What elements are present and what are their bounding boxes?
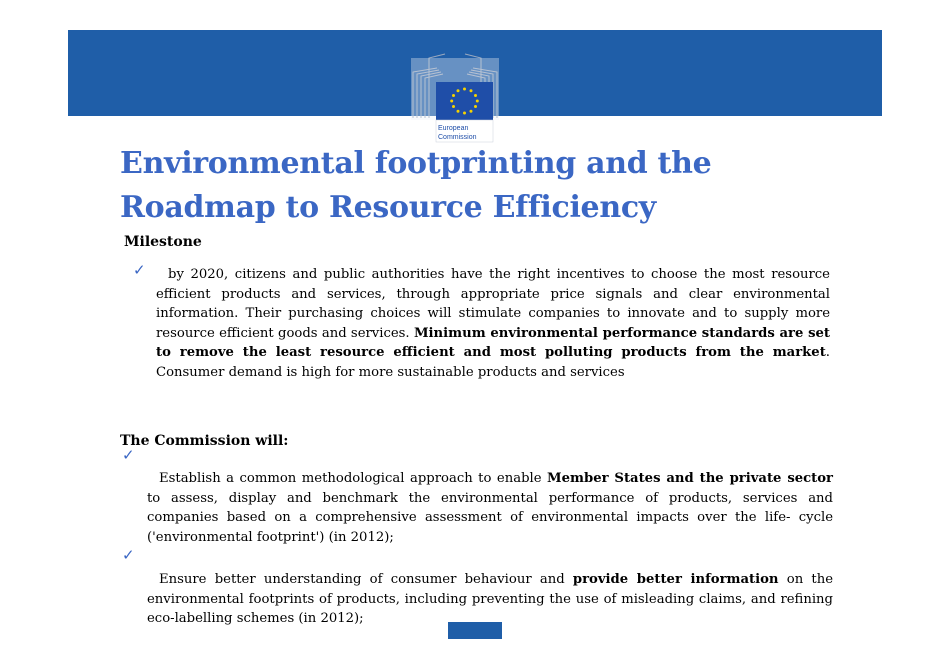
commission-item-2	[147, 570, 833, 629]
checkmark-icon: ✓	[122, 446, 135, 464]
item2-text-a: Ensure better understanding of consumer behaviour and	[159, 572, 565, 587]
item2-text-b: on the environmental footprints of products, including preventing the use of misleading claims, and refining eco-labelling schemes (in 2012);	[147, 572, 834, 627]
milestone-text-b: . Consumer demand is high for more sustainable products and services	[156, 345, 830, 380]
commission-heading: The Commission will:	[120, 433, 289, 449]
logo-line1: European	[438, 125, 469, 132]
item2-bold-text: provide better information	[572, 572, 779, 587]
european-commission-logo	[409, 48, 501, 144]
footer-bar	[448, 622, 502, 639]
milestone-paragraph	[156, 265, 830, 383]
logo-line2: Commission	[438, 134, 477, 141]
milestone-heading: Milestone	[124, 234, 202, 250]
milestone-text-a: by 2020, citizens and public authorities have the right incentives to choose the most resource efficient products and services, through appropriate price signals and clear environmental information. Their purchasing choices will stimulate companies to innovate and to supply more resource efficient goods and services.	[156, 267, 830, 341]
item1-text-b: to assess, display and benchmark the environmental performance of products, services and companies based on a comprehensive assessment of environmental impacts over the life- cycle ('environmental footprint') (in 2012);	[147, 490, 833, 545]
item1-bold-text: Member States and the private sector	[547, 471, 834, 486]
commission-item-1	[147, 469, 833, 547]
checkmark-icon: ✓	[133, 261, 146, 279]
item1-text-a: Establish a common methodological approach to enable	[159, 471, 542, 486]
title-line-2: Roadmap to Resource Efficiency	[120, 190, 656, 225]
title-line-1: Environmental footprinting and the	[120, 146, 712, 181]
page-title	[120, 142, 711, 230]
milestone-bold-text: Minimum environmental performance standards are set to remove the least resource efficient and most polluting products from the market	[156, 325, 831, 361]
checkmark-icon: ✓	[122, 546, 135, 564]
